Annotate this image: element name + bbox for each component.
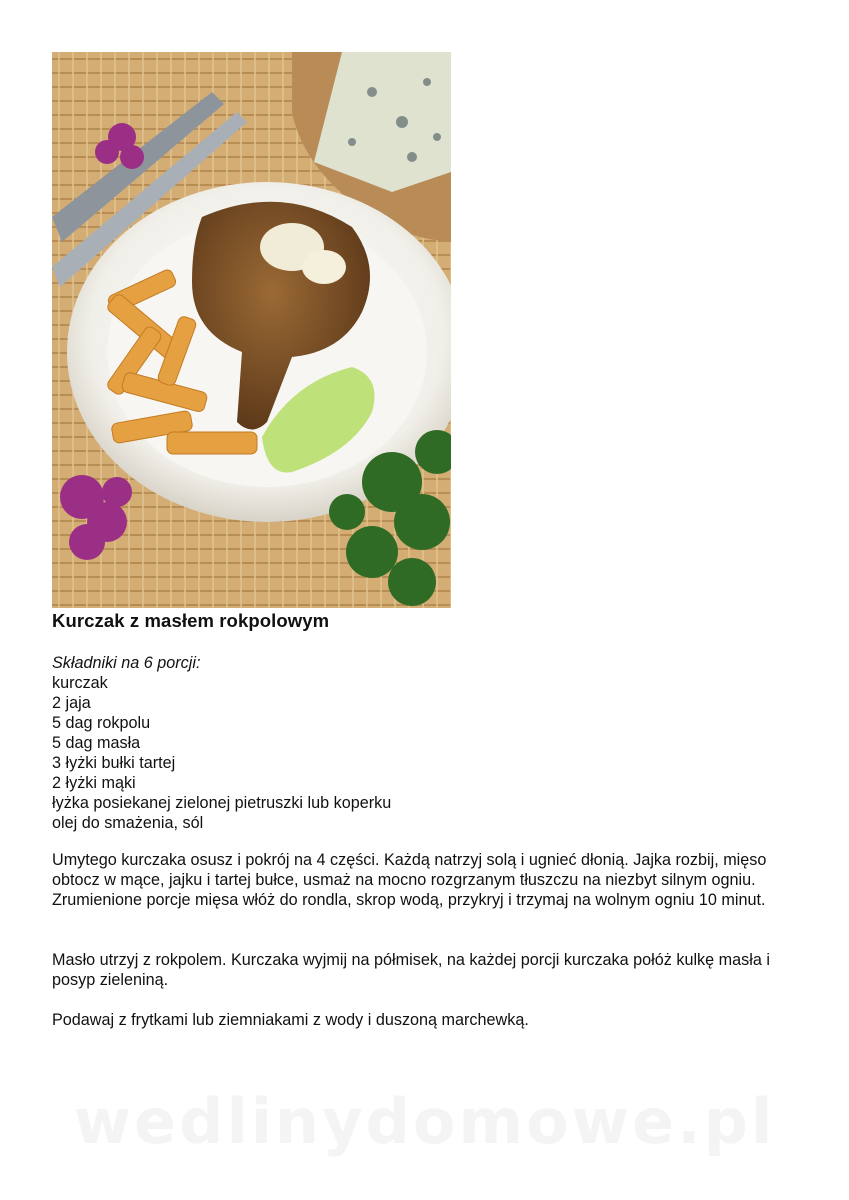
ingredient-item: 2 łyżki mąki: [52, 774, 136, 792]
ingredients-list: [52, 653, 752, 833]
recipe-title: Kurczak z masłem rokpolowym: [52, 610, 330, 631]
watermark: wedlinydomowe.pl: [73, 1085, 776, 1158]
instructions-paragraph: Umytego kurczaka osusz i pokrój na 4 części. Każdą natrzyj solą i ugnieć dłonią. Jajka rozbij, mięso obtocz w mące, jajku i tartej bułce, usmaż na mocno rozgrzanym tłuszczu na niezbyt silnym ogniu. Zrumienione porcje mięsa włóż do rondla, skrop wodą, przykryj i trzymaj na wolnym ogniu 10 minut.: [52, 851, 767, 909]
ingredient-item: 3 łyżki bułki tartej: [52, 754, 176, 772]
ingredient-item: 5 dag masła: [52, 734, 141, 752]
ingredient-item: 5 dag rokpolu: [52, 714, 151, 732]
ingredients-intro: Składniki na 6 porcji:: [52, 654, 201, 672]
ingredient-item: 2 jaja: [52, 694, 91, 712]
instructions-paragraph: Masło utrzyj z rokpolem. Kurczaka wyjmij na półmisek, na każdej porcji kurczaka połóż kulkę masła i posyp zieleniną.: [52, 951, 770, 989]
ingredient-item: kurczak: [52, 674, 108, 692]
serving-paragraph: Podawaj z frytkami lub ziemniakami z wody i duszoną marchewką.: [52, 1011, 529, 1029]
ingredient-item: olej do smażenia, sól: [52, 814, 204, 832]
ingredient-item: łyżka posiekanej zielonej pietruszki lub koperku: [52, 794, 392, 812]
recipe-photo: [52, 52, 451, 608]
